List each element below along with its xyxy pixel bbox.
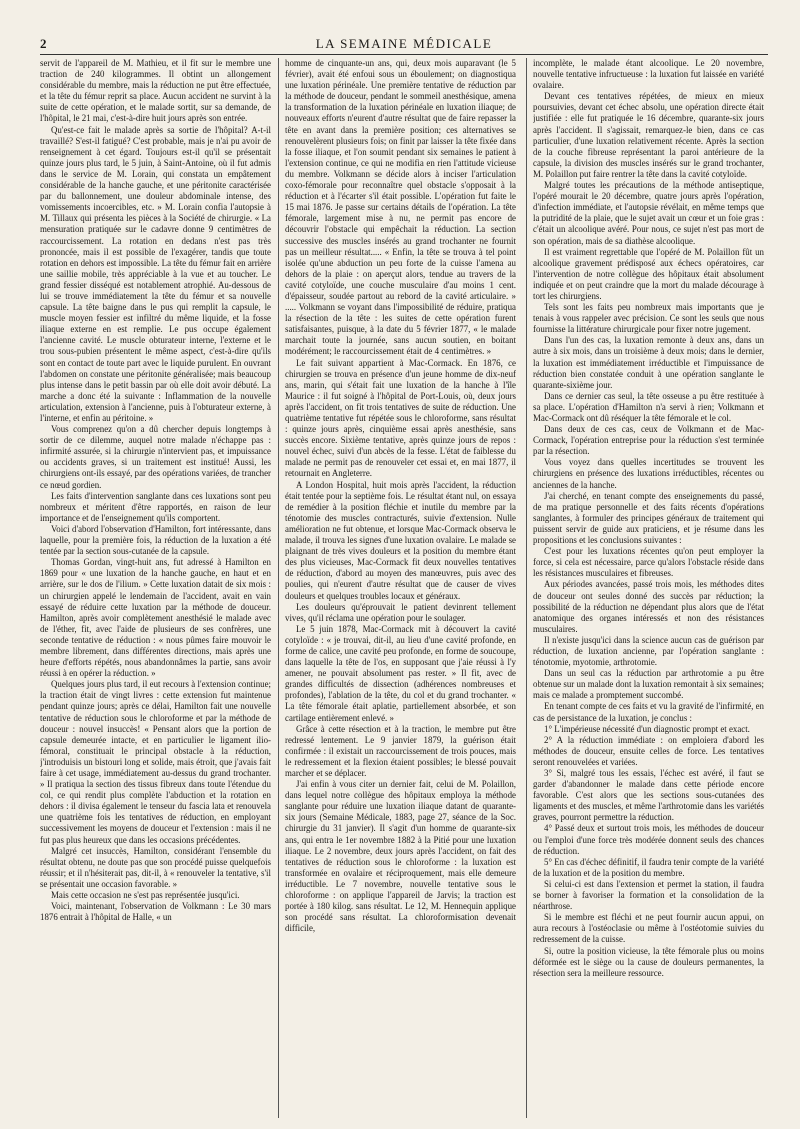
paragraph: 4° Passé deux et surtout trois mois, les méthodes de douceur ou l'emploi d'une force très modérée donnent seuls des chances de réduction. [533, 823, 764, 856]
paragraph: Grâce à cette résection et à la traction, le membre put être redressé lentement. Le 9 janvier 1879, la guérison était confirmée : il existait un raccourcissement de trois pouces, mais le redressement et la flexion étaient possibles; le blessé pouvait marcher et se déplacer. [285, 723, 516, 778]
paragraph: Qu'est-ce fait le malade après sa sortie de l'hôpital? A-t-il travaillé? S'est-il fatigué? C'est probable, mais je n'ai pu avoir de renseignement à cet égard. Toujours est-il qu'il se présentait quinze jours plus tard, le 5 juin, à Saint-Antoine, où il fut admis dans le service de M. Lorain, qui constata un empâtement considérable de la hanche gauche, et une péritonite caractérisée par du ballonnement, une douleur abdominale intense, des vomissements incoercibles, etc. » M. Lorain confia l'autopsie à M. Tillaux qui présenta les pièces à la Société de chirurgie. « La mensuration pratiquée sur le cadavre donne 9 centimètres de raccourcissement. La rotation en dedans n'est pas très prononcée, mais il est possible de l'exagérer, tandis que toute rotation en dehors est impossible. La tête du fémur fait en arrière une saillie mobile, très appréciable à la vue et au toucher. Le grand fessier disséqué est notablement atrophié. Au-dessous de lui se trouve immédiatement la tête du fémur et sa nouvelle capsule. La tête baigne dans le pus qui remplit la capsule, le muscle moyen fessier est infiltré du même liquide, et la fosse iliaque externe en est remplie. Le pus occupe également l'ancienne cavité. Le muscle obturateur interne, l'externe et le trou sous-pubien présentent le même aspect, c'est-à-dire qu'ils sont en contact de toute part avec le liquide purulent. En ouvrant l'abdomen on constate une péritonite généralisée; mais beaucoup plus intense dans le petit bassin par où elle doit avoir débuté. La marche a donc été la suivante : Inflammation de la nouvelle articulation, extension à l'ancienne, puis à l'obturateur externe, à l'interne, et enfin au péritoine. » [40, 124, 271, 423]
paragraph: Si celui-ci est dans l'extension et permet la station, il faudra se borner à favoriser la formation et la consolidation de la néarthrose. [533, 878, 764, 912]
column-rule-1 [278, 58, 279, 1118]
paragraph: Dans l'un des cas, la luxation remonte à deux ans, dans un autre à six mois, dans un troisième à deux mois; dans le dernier, la luxation est immédiatement irréductible et l'impuissance de réduction bien constatée conduit à une opération sanglante le quarante-sixième jour. [533, 335, 764, 390]
paragraph: incomplète, le malade étant alcoolique. Le 20 novembre, nouvelle tentative infructueuse : la luxation fut laissée en variété ovalaire. [533, 58, 764, 91]
page-number: 2 [40, 36, 47, 51]
paragraph: A London Hospital, huit mois après l'accident, la réduction était tentée pour la septième fois. Le résultat étant nul, on essaya de remédier à la position fléchie et inutile du membre par la ténotomie des muscles contracturés, suivie d'extension. Nulle amélioration ne fut obtenue, et lorsque Mac-Cormack observa le malade, il trouva les signes d'une luxation ovalaire. Le malade se plaignant de très vives douleurs et la position du membre étant des plus vicieuses, Mac-Cormack fit deux nouvelles tentatives de réduction, d'abord au moyen des manœuvres, puis avec des poulies, qui n'eurent d'autre résultat que de causer de vives douleurs et quelques troubles locaux et généraux. [285, 479, 516, 601]
column-rule-2 [526, 58, 527, 1118]
paragraph: Dans un seul cas la réduction par arthrotomie a pu être obtenue sur un malade dont la luxation remontait à six semaines; mais ce malade a promptement succombé. [533, 668, 764, 701]
paragraph: Tels sont les faits peu nombreux mais importants que je tenais à vous rappeler avec précision. Ce sont les seuls que nous fournisse la littérature chirurgicale pour fixer notre jugement. [533, 302, 764, 335]
paragraph: Quelques jours plus tard, il eut recours à l'extension continue; la traction était de vingt livres : cette extension fut maintenue pendant quinze jours; après ce délai, Hamilton fait une nouvelle tentative de réduction sous le chloroforme et par la méthode de douceur : nouvel insuccès! « Pensant alors que la portion de capsule demeurée intacte, et en particulier le ligament ilio-fémoral, constituait le principal obstacle à la réduction, j'introduisis un bistouri long et solide, mais étroit, que j'avais fait faire à cet usage, immédiatement au-dessus du grand trochanter. » Il pratiqua la section des tissus fibreux dans toute l'étendue du col, ce qui rendit plus complète l'abduction et la rotation en dehors : il divisa également le tenseur du fascia lata et renouvela une quatrième fois les tentatives de réduction, en employant successivement les moyens de douceur et l'extension : mais il ne fut pas plus heureux que dans les occasions précédentes. [40, 679, 271, 845]
paragraph: Thomas Gordan, vingt-huit ans, fut adressé à Hamilton en 1869 pour « une luxation de la hanche gauche, en haut et en arrière, sur le dos de l'ilium. » Cette luxation datait de six mois : un chirurgien appelé le lendemain de l'accident, avait en vain essayé de réduire cette luxation par la méthode de douceur. Hamilton, après avoir complètement anesthésié le malade avec de l'éther, fit, avec l'aide de plusieurs de ses confrères, une seconde tentative de réduction : « nous pûmes faire mouvoir le membre librement, dans différentes directions, mais après une heure d'efforts répétés, nous abandonnâmes la partie, sans avoir réussi à en opérer la réduction. » [40, 557, 271, 679]
paragraph: J'ai cherché, en tenant compte des enseignements du passé, de ma pratique personnelle et des faits récents d'opérations sanglantes, à formuler des principes généraux de traitement qui puissent servir de guide aux praticiens, et je résume dans les propositions et les conclusions suivantes : [533, 490, 764, 546]
paragraph: Si, outre la position vicieuse, la tête fémorale plus ou moins déformée est le siège ou la cause de douleurs permanentes, la résection sera la meilleure ressource. [533, 945, 764, 978]
text-column-1 [40, 58, 271, 1120]
paragraph: Mais cette occasion ne s'est pas représentée jusqu'ici. [51, 890, 240, 901]
paragraph: Le fait suivant appartient à Mac-Cormack. En 1876, ce chirurgien se trouva en présence d'un jeune homme de dix-neuf ans, marin, qui s'était fait une luxation de la hanche à l'île Maurice : il fut soigné à l'hôpital de Port-Louis, où, deux jours après l'accident, on fit trois tentatives de suite de réduction. Une quatrième tentative fut répétée sous le chloroforme, sans résultat : quinze jours après, cinquième essai après anesthésie, sans succès encore. Sixième tentative, après quinze jours de repos : nouvel échec, suivi d'un abcès de la fesse. L'état de faiblesse du malade ne permit pas de renouveler cet essai et, en mai 1877, il retournait en Angleterre. [285, 357, 516, 479]
page-header [40, 36, 768, 55]
paragraph: Malgré cet insuccès, Hamilton, considérant l'ensemble du résultat obtenu, ne doute pas que son procédé puisse quelquefois réussir; et il n'hésiterait pas, dit-il, à « renouveler la tentative, s'il se présentait une occasion favorable. » [40, 845, 271, 889]
paragraph: Vous comprenez qu'on a dû chercher depuis longtemps à sortir de ce dilemme, auquel notre malade n'échappe pas : infirmité assurée, si la chirurgie n'intervient pas, et impuissance ou accidents graves, si un traitement est institué! Aussi, les chirurgiens ont-ils essayé, par des opérations variées, de trancher ce nœud gordien. [40, 424, 271, 490]
paragraph: C'est pour les luxations récentes qu'on peut employer la force, si cela est nécessaire, parce qu'alors l'obstacle réside dans les résistances musculaires et fibreuses. [533, 546, 764, 579]
paragraph: Les douleurs qu'éprouvait le patient devinrent tellement vives, qu'il réclama une opération pour le soulager. [285, 601, 516, 623]
text-column-2 [285, 58, 516, 1120]
paragraph: Le 5 juin 1878, Mac-Cormack mit à découvert la cavité cotyloïde : « je trouvai, dit-il, au lieu d'une cavité profonde, en forme de calice, une cavité peu profonde, en forme de soucoupe, dans laquelle la tête de l'os, en supposant que j'aie réussi à l'y amener, ne pouvait absolument pas rester. » Il fit, avec de grandes difficultés de dissection (adhérences nombreuses et profondes), l'ablation de la tête, du col et du grand trochanter. « La tête fémorale était aplatie, partiellement absorbée, et son cartilage entièrement enlevé. » [285, 623, 516, 723]
paragraph: 5° En cas d'échec définitif, il faudra tenir compte de la variété de la luxation et de la position du membre. [533, 856, 764, 878]
paragraph: 1° L'impérieuse nécessité d'un diagnostic prompt et exact. [544, 723, 750, 734]
paragraph: servit de l'appareil de M. Mathieu, et il fit sur le membre une traction de 240 kilogrammes. Il obtint un allongement considérable du membre, mais la réduction ne put être effectuée, et la tête du fémur reprit sa place. Aucun accident ne survint à la suite de cette opération, et le malade sortit, sur sa demande, de l'hôpital, le 21 mai, c'est-à-dire huit jours après son entrée. [40, 58, 271, 124]
paragraph: Dans ce dernier cas seul, la tête osseuse a pu être restituée à sa place. L'opération d'Hamilton n'a servi à rien; Volkmann et Mac-Cormack ont dû réséquer la tête fémorale et le col. [533, 390, 764, 423]
paragraph: J'ai enfin à vous citer un dernier fait, celui de M. Polaillon, dans lequel notre collègue des hôpitaux employa la méthode sanglante pour réduire une luxation iliaque datant de quarante-six jours (Semaine Médicale, 1883, page 27, séance de la Soc. chirurgie du 31 janvier). Il s'agit d'un homme de quarante-six ans, qui entra le 1er novembre 1882 à la Pitié pour une luxation iliaque. Le 2 novembre, deux jours après l'accident, on fait des tentatives de réduction sous le chloroforme : la luxation est transformée en ovalaire et réciproquement, mais elle demeure irréductible. Le 7 novembre, nouvelle tentative sous le chloroforme : on applique l'appareil de Jarvis; la traction est portée à 180 kilog. sans résultat. Le 12, M. Hennequin applique son procédé sans résultat. La chloroformisation devenait difficile, [285, 779, 516, 934]
paragraph: homme de cinquante-un ans, qui, deux mois auparavant (le 5 février), avait été enfoui sous un éboulement; on diagnostiqua une luxation périnéale. Une première tentative de réduction par la méthode de douceur, pendant le sommeil anesthésique, amena la transformation de la luxation périnéale en luxation iliaque; de nouveaux efforts n'eurent d'autre résultat que de faire repasser la tête en avant dans la première position; ces alternatives se renouvelèrent plusieurs fois; on finit par laisser la tête fixée dans la fosse iliaque, et l'on soumit pendant six semaines le patient à l'extension continue, ce qui ne modifia en rien l'attitude vicieuse du membre. Volkmann se décide alors à inciser l'articulation coxo-fémorale pour reconnaître quel obstacle s'opposait à la réduction et à l'écarter s'il était possible. L'opération fut faite le 15 mai 1876. Je passe sur certains détails de l'opération. La tête fémorale, largement mise à nu, ne permit pas encore de découvrir l'obstacle qui empêchait la réduction. La section successive des muscles insérés au grand trochanter ne fournit pas un meilleur résultat..... « Enfin, la tête se trouva à tel point isolée qu'une abduction un peu forte de la cuisse l'amena au dehors de la plaie : on aperçut alors, tendue au travers de la cavité cotyloïde, une couche musculaire d'au moins 1 cent. d'épaisseur, soudée partout au rebord de la cavité articulaire. » ..... Volkmann se voyant dans l'impossibilité de réduire, pratiqua la résection de la tête : les suites de cette opération furent satisfaisantes, puisque, à la date du 5 février 1877, « le malade marchait toute la journée, sans aucun soutien, en boitant modérément; le raccourcissement était de 4 centimètres. » [285, 58, 516, 357]
paragraph: Si le membre est fléchi et ne peut fournir aucun appui, on aura recours à l'ostéoclasie ou même à l'ostéotomie suivies du redressement de la cuisse. [533, 912, 764, 945]
paragraph: Voici d'abord l'observation d'Hamilton, fort intéressante, dans laquelle, pour la première fois, la réduction de la luxation a été tentée par la section sous-cutanée de la capsule. [40, 523, 271, 557]
paragraph: Voici, maintenant, l'observation de Volkmann : Le 30 mars 1876 entrait à l'hôpital de Halle, « un [40, 901, 271, 923]
running-title: LA SEMAINE MÉDICALE [315, 36, 493, 51]
paragraph: Vous voyez dans quelles incertitudes se trouvent les chirurgiens en présence des luxations irréductibles, récentes ou anciennes de la hanche. [533, 457, 764, 490]
paragraph: Il n'existe jusqu'ici dans la science aucun cas de guérison par réduction, de luxation ancienne, par l'opération sanglante : ténotomie, myotomie, arthrotomie. [533, 634, 764, 668]
paragraph: En tenant compte de ces faits et vu la gravité de l'infirmité, en cas de persistance de la luxation, je conclus : [533, 701, 764, 723]
paragraph: Il est vraiment regrettable que l'opéré de M. Polaillon fût un alcoolique gravement prédisposé aux échecs opératoires, car l'intervention de notre collègue des hôpitaux était absolument indiquée et on peut craindre que la mort du malade décourage à tort les chirurgiens. [533, 246, 764, 301]
paragraph: Les faits d'intervention sanglante dans ces luxations sont peu nombreux et méritent d'être rapportés, en raison de leur importance et de l'enseignement qu'ils comportent. [40, 490, 271, 523]
paragraph: Malgré toutes les précautions de la méthode antiseptique, l'opéré mourait le 20 décembre, quatre jours après l'opération, d'infection immédiate, et l'autopsie révélait, en même temps que la putridité de la plaie, que le sujet avait un cœur et un foie gras : c'était un alcoolique avéré. Pour nous, ce sujet n'est pas mort de son opération, mais de sa diathèse alcoolique. [533, 180, 764, 246]
paragraph: Devant ces tentatives répétées, de mieux en mieux poursuivies, devant cet échec absolu, une opération directe était justifiée : elle fut pratiquée le 16 décembre, quarante-six jours après l'accident. Il s'agissait, remarquez-le bien, dans ce cas particulier, d'une luxation relativement récente. Après la section de la couche fibreuse représentant la paroi antérieure de la capsule, la division des muscles insérés sur le grand trochanter, M. Polaillon put faire rentrer la tête dans la cavité cotyloïde. [533, 91, 764, 179]
paragraph: Dans deux de ces cas, ceux de Volkmann et de Mac-Cormack, l'opération entreprise pour la réduction s'est terminée par la résection. [533, 424, 764, 457]
paragraph: 3° Si, malgré tous les essais, l'échec est avéré, il faut se garder d'abandonner le malade dans cette période encore favorable. C'est alors que les sections sous-cutanées des ligaments et des muscles, et même l'arthrotomie dans les variétés graves, pourront permettre la réduction. [533, 768, 764, 823]
paragraph: 2° A la réduction immédiate : on emploiera d'abord les méthodes de douceur, ensuite celles de force. Les tentatives seront renouvelées et variées. [533, 734, 764, 767]
text-column-3 [533, 58, 764, 1120]
paragraph: Aux périodes avancées, passé trois mois, les méthodes dites de douceur ont seules donné des succès par réduction; la possibilité de la réduction ne dépendant plus alors que de l'état anatomique des organes intéressés et non des résistances musculaires. [533, 579, 764, 634]
